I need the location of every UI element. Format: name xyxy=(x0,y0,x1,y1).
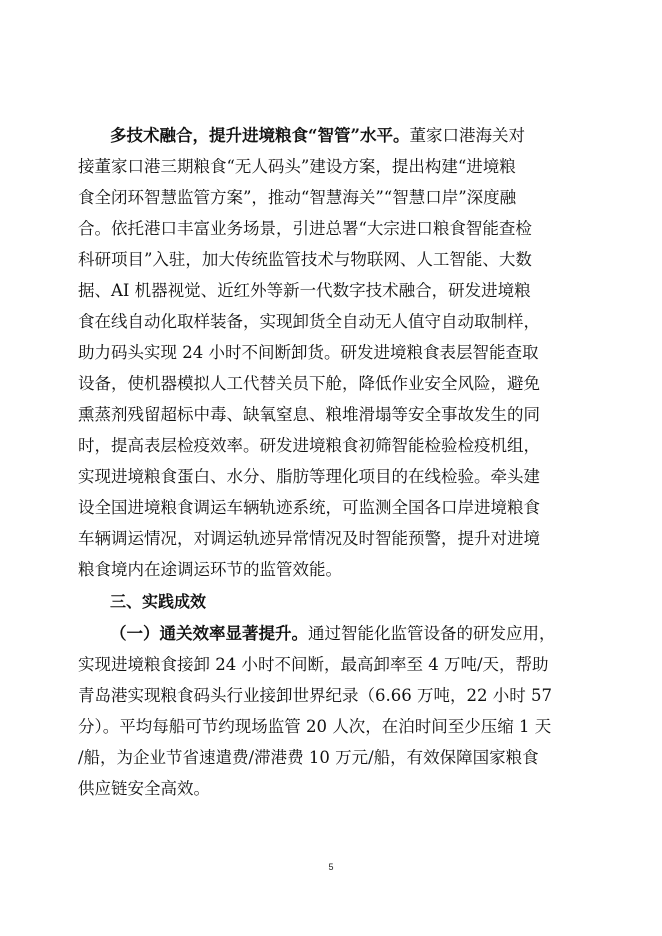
paragraph-1-line-3: 食全闭环智慧监管方案”，推动“智慧海关”“智慧口岸”深度融 xyxy=(78,188,517,207)
paragraph-2-line-3: 青岛港实现粮食码头行业接卸世界纪录（6.66 万吨，22 小时 57 xyxy=(78,686,552,705)
paragraph-1-line-14: 车辆调运情况，对调运轨迹异常情况及时智能预警，提升对进境 xyxy=(78,529,540,548)
paragraph-1-line-12: 实现进境粮食蛋白、水分、脂肪等理化项目的在线检验。牵头建 xyxy=(78,467,540,486)
paragraph-1-line-1 xyxy=(110,126,525,146)
paragraph-1-line-10: 熏蒸剂残留超标中毒、缺氧窒息、粮堆滑塌等安全事故发生的同 xyxy=(78,405,540,424)
page-number: 5 xyxy=(328,862,334,872)
paragraph-1-line-2: 接董家口港三期粮食“无人码头”建设方案，提出构建“进境粮 xyxy=(78,157,516,176)
paragraph-2-line-2: 实现进境粮食接卸 24 小时不间断，最高卸率至 4 万吨/天，帮助 xyxy=(78,655,549,674)
paragraph-1-line-15: 粮食境内在途调运环节的监管效能。 xyxy=(78,560,342,579)
paragraph-1-line-11: 时，提高表层检疫效率。研发进境粮食初筛智能检验检疫机组， xyxy=(78,436,540,455)
paragraph-1-line-6: 据、AI 机器视觉、近红外等新一代数字技术融合，研发进境粮 xyxy=(78,281,531,300)
paragraph-1-line-13: 设全国进境粮食调运车辆轨迹系统，可监测全国各口岸进境粮食 xyxy=(78,498,540,517)
section-heading: 三、实践成效 xyxy=(110,592,207,611)
paragraph-2-lead: （一）通关效率显著提升。 xyxy=(110,624,308,643)
paragraph-1-line-4: 合。依托港口丰富业务场景，引进总署“大宗进口粮食智能查检 xyxy=(78,219,532,238)
paragraph-1-line-1-rest: 董家口港海关对 xyxy=(409,126,525,145)
paragraph-1-line-7: 食在线自动化取样装备，实现卸货全自动无人值守自动取制样， xyxy=(78,312,540,331)
paragraph-2-line-4: 分）。平均每船可节约现场监管 20 人次，在泊时间至少压缩 1 天 xyxy=(78,717,552,736)
paragraph-1-line-5: 科研项目”入驻，加大传统监管技术与物联网、人工智能、大数 xyxy=(78,250,532,269)
paragraph-1-line-9: 设备，使机器模拟人工代替关员下舱，降低作业安全风险，避免 xyxy=(78,374,540,393)
paragraph-2-line-1 xyxy=(110,624,556,644)
paragraph-2-line-6: 供应链安全高效。 xyxy=(78,779,210,798)
paragraph-2-line-1-rest: 通过智能化监管设备的研发应用， xyxy=(308,624,556,643)
paragraph-1-lead: 多技术融合，提升进境粮食“智管”水平。 xyxy=(110,126,410,145)
paragraph-1-line-8: 助力码头实现 24 小时不间断卸货。研发进境粮食表层智能查取 xyxy=(78,343,539,362)
paragraph-2-line-5: /船，为企业节省速遣费/滞港费 10 万元/船，有效保障国家粮食 xyxy=(78,748,539,767)
